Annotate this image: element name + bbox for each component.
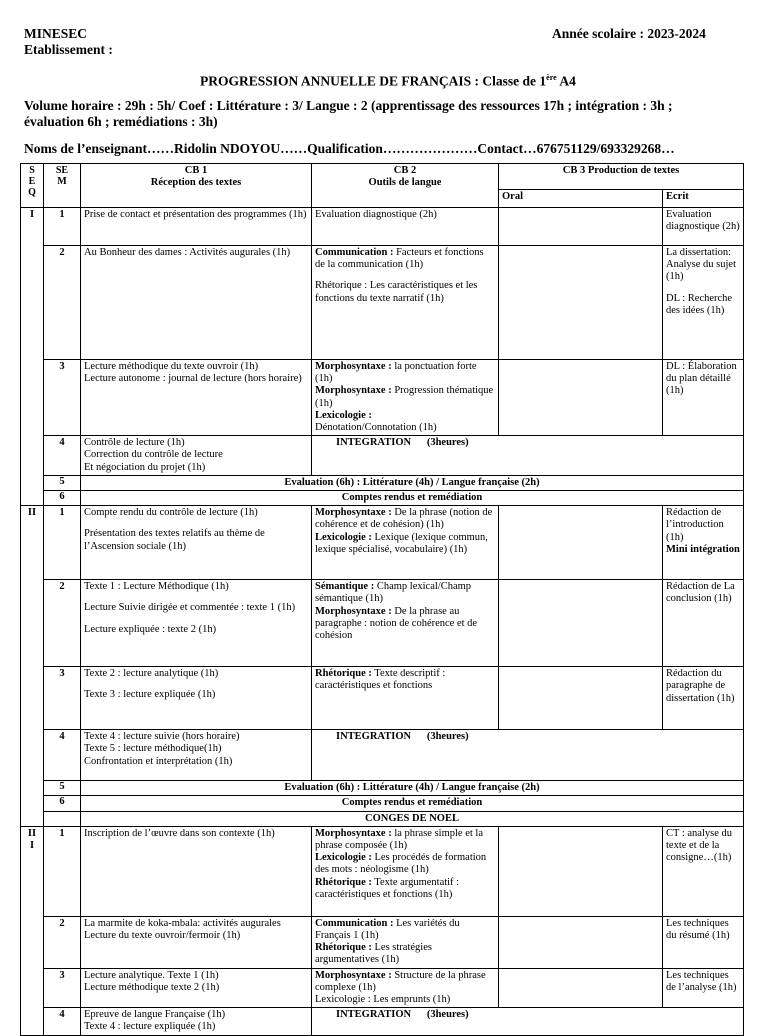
cb1-cell: Texte 1 : Lecture Méthodique (1h) Lecture Suivie dirigée et commentée : texte 1 (1h) Lecture expliquée : texte 2 (1h) — [81, 580, 312, 667]
oral-cell — [499, 208, 663, 246]
ecrit-cell: Evaluation diagnostique (2h) — [663, 208, 744, 246]
col-oral: Oral — [499, 190, 663, 208]
sem-number: 1 — [44, 826, 81, 916]
cb2-cell: Rhétorique : Texte descriptif : caractéristiques et fonctions — [312, 667, 499, 730]
holiday-cell: CONGES DE NOEL — [81, 811, 744, 826]
table-row — [21, 968, 744, 1008]
teacher-line: Noms de l’enseignant……Ridolin NDOYOU……Qualification…………………Contact…676751129/693329268… — [24, 141, 675, 156]
table-row — [21, 491, 744, 506]
sem-number: 2 — [44, 580, 81, 667]
table-row — [21, 826, 744, 916]
integration-cell: INTEGRATION (3heures) — [312, 730, 744, 781]
sem-number: 1 — [44, 208, 81, 246]
oral-cell — [499, 360, 663, 436]
sem-number: 3 — [44, 968, 81, 1008]
table-row — [21, 246, 744, 360]
sem-number: 6 — [44, 491, 81, 506]
cb2-cell: Morphosyntaxe : la ponctuation forte (1h) Morphosyntaxe : Progression thématique (1h) Lexicologie : Dénotation/Connotation (1h) — [312, 360, 499, 436]
ecrit-cell: CT : analyse du texte et de la consigne…(1h) — [663, 826, 744, 916]
cb2-cell: Morphosyntaxe : Structure de la phrase complexe (1h) Lexicologie : Les emprunts (1h) — [312, 968, 499, 1008]
table-row — [21, 1008, 744, 1035]
cb1-cell: Texte 4 : lecture suivie (hors horaire) Texte 5 : lecture méthodique(1h) Confrontation et interprétation (1h) — [81, 730, 312, 781]
cb2-cell: Sémantique : Champ lexical/Champ sémantique (1h) Morphosyntaxe : De la phrase au paragraphe : notion de cohérence et de cohésion — [312, 580, 499, 667]
cb1-cell: La marmite de koka-mbala: activités augurales Lecture du texte ouvroir/fermoir (1h) — [81, 916, 312, 968]
ecrit-cell: Les techniques du résumé (1h) — [663, 916, 744, 968]
cb1-cell: Compte rendu du contrôle de lecture (1h) Présentation des textes relatifs au thème de l’Ascension sociale (1h) — [81, 506, 312, 580]
volume-line-2: évaluation 6h ; remédiations : 3h) — [24, 114, 218, 129]
volume-line-1: Volume horaire : 29h : 5h/ Coef : Littérature : 3/ Langue : 2 (apprentissage des ressources 17h ; intégration : 3h ; — [24, 98, 673, 113]
sem-number: 3 — [44, 360, 81, 436]
seq-label: I — [21, 208, 44, 506]
cb1-cell: Inscription de l’œuvre dans son contexte (1h) — [81, 826, 312, 916]
table-row — [21, 208, 744, 246]
col-cb1: CB 1 Réception des textes — [81, 164, 312, 208]
oral-cell — [499, 667, 663, 730]
ministry-label: MINESEC — [24, 26, 88, 41]
evaluation-cell: Evaluation (6h) : Littérature (4h) / Langue française (2h) — [81, 475, 744, 490]
document-title: PROGRESSION ANNUELLE DE FRANÇAIS : Classe de 1ère A4 — [200, 73, 576, 89]
oral-cell — [499, 506, 663, 580]
table-row — [21, 730, 744, 781]
oral-cell — [499, 580, 663, 667]
ecrit-cell: Rédaction du paragraphe de dissertation (1h) — [663, 667, 744, 730]
table-row — [21, 475, 744, 490]
table-row — [21, 436, 744, 476]
col-ecrit: Ecrit — [663, 190, 744, 208]
cb1-cell: Lecture analytique. Texte 1 (1h) Lecture méthodique texte 2 (1h) — [81, 968, 312, 1008]
cb1-cell: Prise de contact et présentation des programmes (1h) — [81, 208, 312, 246]
sem-number: 6 — [44, 796, 81, 811]
sem-number: 4 — [44, 1008, 81, 1035]
school-year: Année scolaire : 2023-2024 — [552, 26, 706, 41]
col-sem: SE M — [44, 164, 81, 208]
sem-number: 2 — [44, 916, 81, 968]
table-row — [21, 916, 744, 968]
sem-number: 5 — [44, 781, 81, 796]
sem-number: 5 — [44, 475, 81, 490]
table-row — [21, 667, 744, 730]
cb1-cell: Contrôle de lecture (1h) Correction du contrôle de lecture Et négociation du projet (1h) — [81, 436, 312, 476]
col-seq: S E Q — [21, 164, 44, 208]
ecrit-cell: La dissertation: Analyse du sujet (1h) DL : Recherche des idées (1h) — [663, 246, 744, 360]
table-row — [21, 796, 744, 811]
col-cb3: CB 3 Production de textes — [499, 164, 744, 190]
cb2-cell: Communication : Les variétés du Français 1 (1h) Rhétorique : Les stratégies argumentatives (1h) — [312, 916, 499, 968]
remediation-cell: Comptes rendus et remédiation — [81, 796, 744, 811]
table-row — [21, 811, 744, 826]
oral-cell — [499, 916, 663, 968]
cb2-cell: Morphosyntaxe : De la phrase (notion de cohérence et de cohésion) (1h) Lexicologie : Lexique (lexique commun, lexique spécialisé, vocabulaire) (1h) — [312, 506, 499, 580]
table-row — [21, 506, 744, 580]
table-row — [21, 781, 744, 796]
evaluation-cell: Evaluation (6h) : Littérature (4h) / Langue française (2h) — [81, 781, 744, 796]
integration-cell: INTEGRATION (3heures) — [312, 1008, 744, 1035]
table-row — [21, 580, 744, 667]
table-row — [21, 360, 744, 436]
ecrit-cell: Rédaction de La conclusion (1h) — [663, 580, 744, 667]
ecrit-cell: Les techniques de l’analyse (1h) — [663, 968, 744, 1008]
sem-number: 4 — [44, 730, 81, 781]
cb2-cell: Morphosyntaxe : la phrase simple et la phrase composée (1h) Lexicologie : Les procédés de formation des mots : néologisme (1h) Rhétorique : Texte argumentatif : caractéristiques et fonctions (1h) — [312, 826, 499, 916]
ecrit-cell: DL : Élaboration du plan détaillé (1h) — [663, 360, 744, 436]
remediation-cell: Comptes rendus et remédiation — [81, 491, 744, 506]
oral-cell — [499, 826, 663, 916]
ecrit-cell: Rédaction de l’introduction (1h) Mini intégration — [663, 506, 744, 580]
col-cb2: CB 2 Outils de langue — [312, 164, 499, 208]
sem-number: 4 — [44, 436, 81, 476]
school-label: Etablissement : — [24, 42, 113, 57]
oral-cell — [499, 246, 663, 360]
cb1-cell: Epreuve de langue Française (1h) Texte 4 : lecture expliquée (1h) — [81, 1008, 312, 1035]
integration-cell: INTEGRATION (3heures) — [312, 436, 744, 476]
cb1-cell: Texte 2 : lecture analytique (1h) Texte 3 : lecture expliquée (1h) — [81, 667, 312, 730]
sem-number: 1 — [44, 506, 81, 580]
oral-cell — [499, 968, 663, 1008]
seq-label: II I — [21, 826, 44, 1035]
cb2-cell: Evaluation diagnostique (2h) — [312, 208, 499, 246]
seq-label: II — [21, 506, 44, 827]
cb2-cell: Communication : Facteurs et fonctions de la communication (1h) Rhétorique : Les caractéristiques et les fonctions du texte narratif (1h) — [312, 246, 499, 360]
sem-number: 2 — [44, 246, 81, 360]
cb1-cell: Lecture méthodique du texte ouvroir (1h) Lecture autonome : journal de lecture (hors horaire) — [81, 360, 312, 436]
cb1-cell: Au Bonheur des dames : Activités augurales (1h) — [81, 246, 312, 360]
progression-table — [20, 163, 744, 1036]
sem-number: 3 — [44, 667, 81, 730]
